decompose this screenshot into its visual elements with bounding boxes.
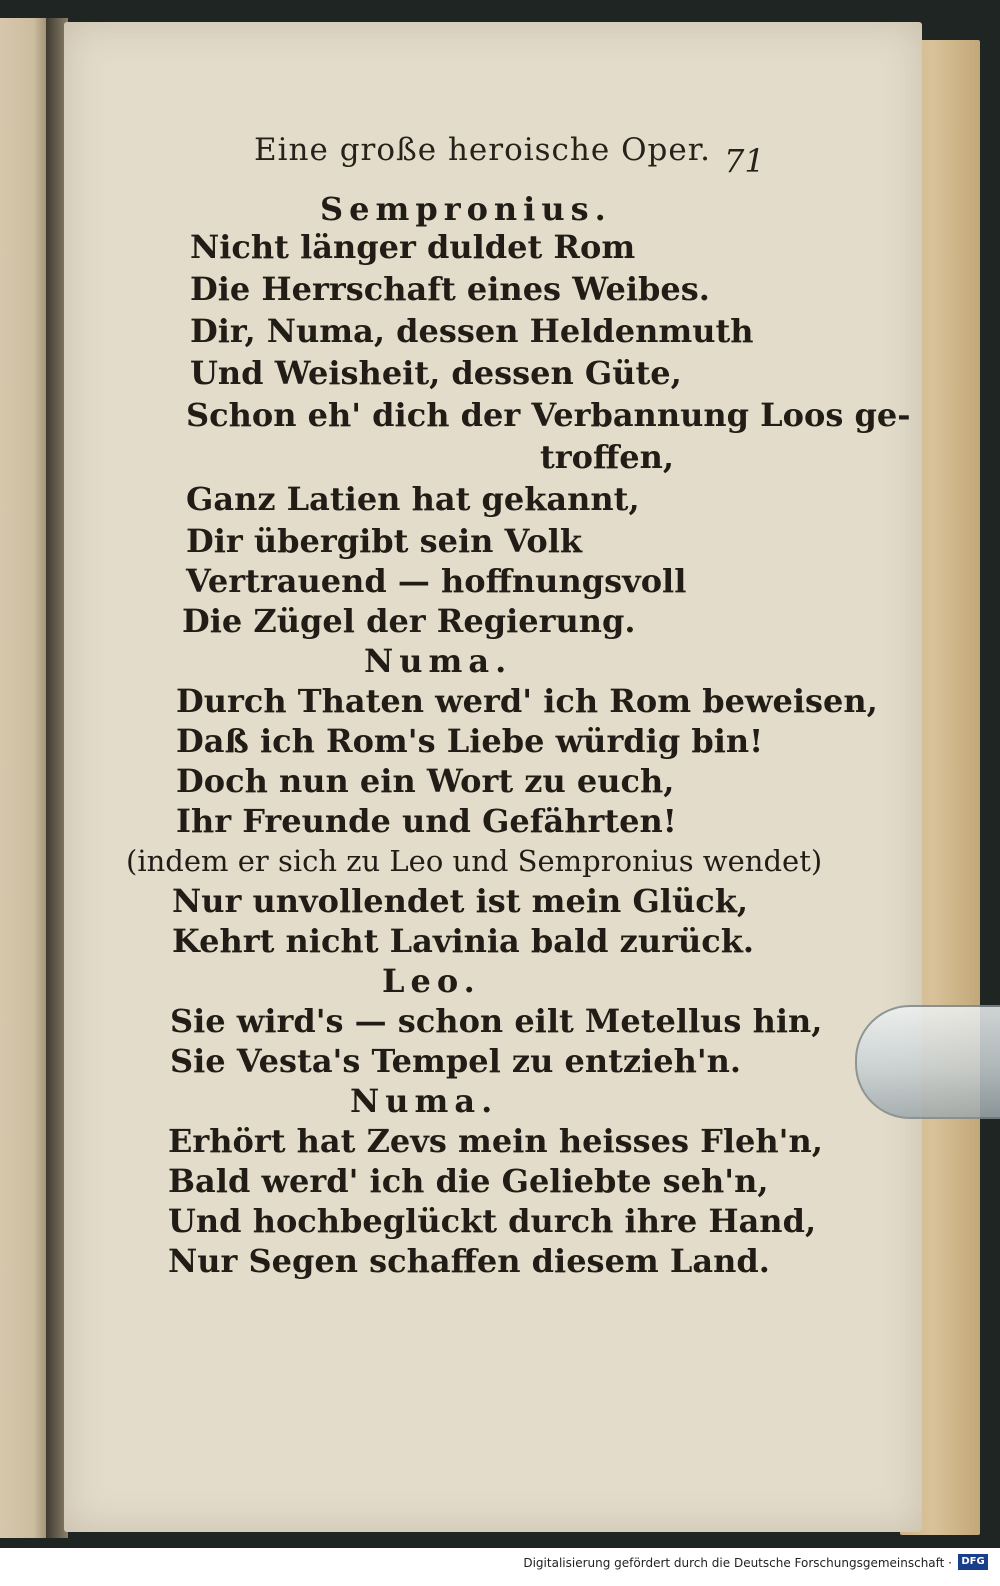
- verse-line: Bald werd' ich die Geliebte seh'n,: [168, 1162, 769, 1200]
- verse-line: Und Weisheit, dessen Güte,: [190, 354, 682, 392]
- speaker-name: Numa.: [350, 1082, 499, 1120]
- verse-line: Nicht länger duldet Rom: [190, 228, 636, 266]
- verse-line: Durch Thaten werd' ich Rom beweisen,: [176, 682, 878, 720]
- speaker-name: Numa.: [364, 642, 513, 680]
- verse-line: Dir, Numa, dessen Heldenmuth: [190, 312, 754, 350]
- verse-line: Sie Vesta's Tempel zu entzieh'n.: [170, 1042, 742, 1080]
- verse-line: Vertrauend — hoffnungsvoll: [186, 562, 687, 600]
- verse-line: Ganz Latien hat gekannt,: [186, 480, 640, 518]
- speaker-name: Sempronius.: [320, 190, 612, 228]
- funding-credit: Digitalisierung gefördert durch die Deutsche Forschungsgemeinschaft ·: [523, 1556, 952, 1570]
- verse-line: Schon eh' dich der Verbannung Loos ge-: [186, 396, 911, 434]
- speaker-name: Leo.: [382, 962, 481, 1000]
- book-page: [64, 22, 922, 1532]
- verse-line: Sie wird's — schon eilt Metellus hin,: [170, 1002, 823, 1040]
- verse-line: Die Herrschaft eines Weibes.: [190, 270, 710, 308]
- verse-line: Erhört hat Zevs mein heisses Fleh'n,: [168, 1122, 823, 1160]
- verse-line: Doch nun ein Wort zu euch,: [176, 762, 675, 800]
- verse-line: Nur Segen schaffen diesem Land.: [168, 1242, 770, 1280]
- verse-line: Ihr Freunde und Gefährten!: [176, 802, 677, 840]
- page-number: 71: [724, 142, 765, 180]
- stage-direction: (indem er sich zu Leo und Sempronius wendet): [126, 844, 823, 878]
- verse-line: Die Zügel der Regierung.: [182, 602, 636, 640]
- running-header: Eine große heroische Oper.: [254, 132, 711, 168]
- verse-line: Nur unvollendet ist mein Glück,: [172, 882, 748, 920]
- dfg-logo: DFG: [958, 1554, 988, 1570]
- verse-line: Und hochbeglückt durch ihre Hand,: [168, 1202, 817, 1240]
- page-clip: [855, 1005, 1000, 1119]
- facing-page-edge: [0, 18, 50, 1538]
- verse-line: Daß ich Rom's Liebe würdig bin!: [176, 722, 764, 760]
- verse-line: Dir übergibt sein Volk: [186, 522, 583, 560]
- verse-line: Kehrt nicht Lavinia bald zurück.: [172, 922, 755, 960]
- verse-line-continuation: troffen,: [540, 438, 675, 476]
